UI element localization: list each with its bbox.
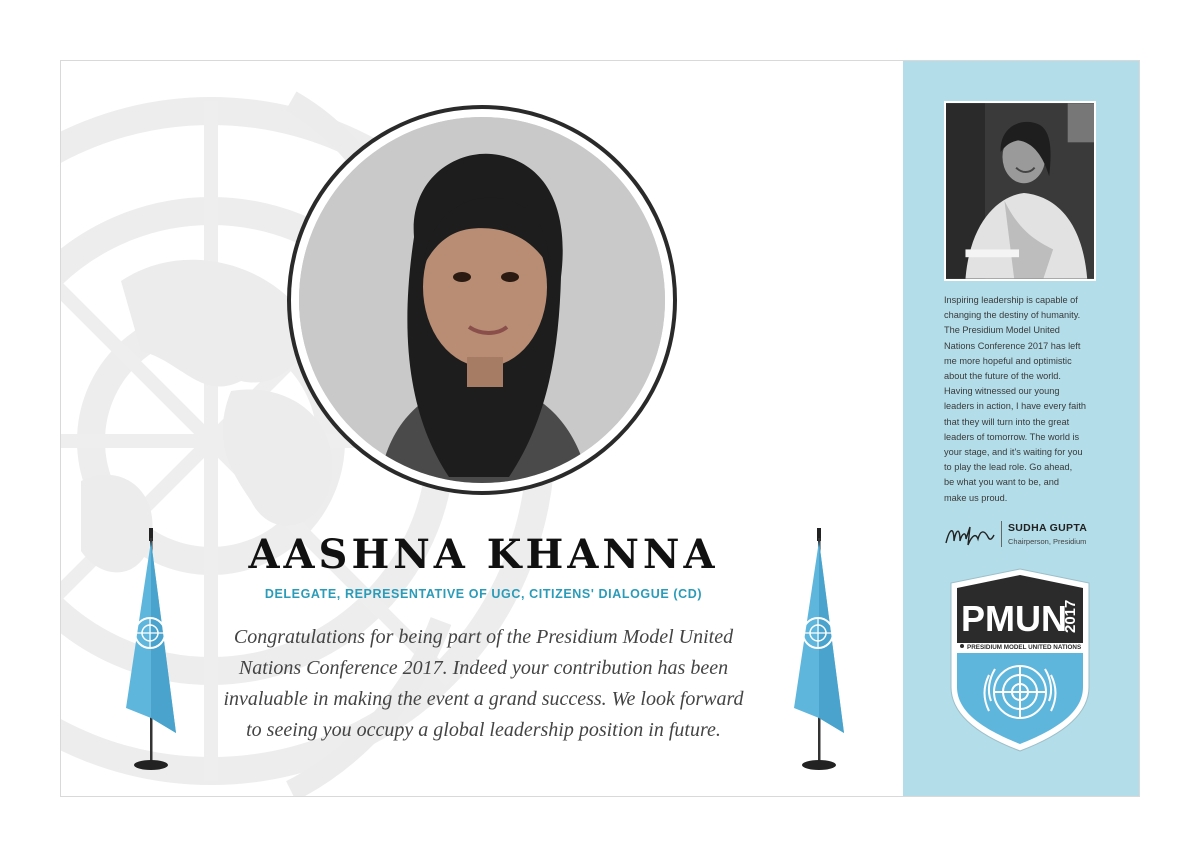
message-line: Nations Conference 2017. Indeed your contribution has been — [238, 657, 729, 679]
quote-line: Nations Conference 2017 has left — [944, 340, 1081, 351]
quote-line: The Presidium Model United — [944, 325, 1060, 336]
quote-line: that they will turn into the great — [944, 416, 1070, 427]
delegate-portrait — [299, 117, 665, 483]
congratulations-message — [201, 622, 766, 746]
certificate-card — [60, 60, 1140, 797]
quote-line: leaders in action, I have every faith — [944, 401, 1086, 412]
chairperson-signature — [944, 519, 1114, 551]
logo-tagline-text: PRESIDIUM MODEL UNITED NATIONS — [967, 644, 1082, 651]
chairperson-photo — [944, 101, 1096, 281]
quote-line: about the future of the world. — [944, 371, 1061, 382]
chairperson-title: Chairperson, Presidium — [1008, 537, 1087, 546]
pmun-shield-logo-icon — [947, 567, 1093, 753]
quote-line: Inspiring leadership is capable of — [944, 295, 1078, 305]
signature-divider — [1001, 521, 1002, 547]
message-line: invaluable in making the event a grand success. We look forward — [223, 688, 744, 710]
signature-mark-icon — [944, 521, 996, 549]
logo-year-text: 2017 — [1062, 599, 1079, 633]
logo-main-text: PMUN — [961, 598, 1067, 639]
quote-line: your stage, and it's waiting for you — [944, 447, 1083, 458]
quote-line: be what you want to be, and — [944, 477, 1059, 488]
delegate-portrait-frame — [287, 105, 677, 495]
quote-line: to play the lead role. Go ahead, — [944, 462, 1073, 473]
chairperson-name: SUDHA GUPTA — [1008, 522, 1088, 534]
delegate-role: DELEGATE, REPRESENTATIVE OF UGC, CITIZENS' DIALOGUE (CD) — [264, 587, 703, 601]
delegate-name: AASHNA KHANNA — [248, 531, 719, 578]
quote-line: changing the destiny of humanity. — [944, 310, 1081, 321]
chairperson-sidebar — [903, 61, 1139, 796]
quote-line: Having witnessed our young — [944, 386, 1060, 397]
message-line: to seeing you occupy a global leadership position in future. — [246, 719, 721, 741]
chairperson-quote — [944, 293, 1104, 506]
quote-line: leaders of tomorrow. The world is — [944, 431, 1080, 442]
message-line: Congratulations for being part of the Presidium Model United — [233, 626, 734, 648]
quote-line: me more hopeful and optimistic — [944, 355, 1072, 366]
quote-line: make us proud. — [944, 492, 1008, 503]
